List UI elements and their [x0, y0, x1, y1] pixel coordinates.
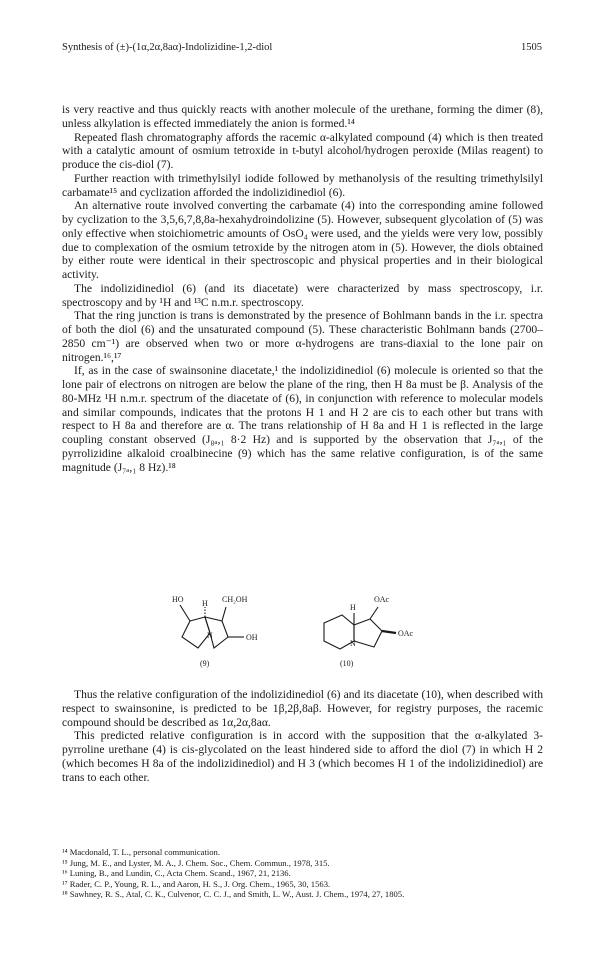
compound-number-10: (10): [340, 659, 354, 668]
label-h: H: [350, 603, 356, 612]
label-oac: OAc: [398, 629, 414, 638]
chemical-structures-figure: [160, 593, 460, 673]
label-n: N: [350, 639, 356, 648]
paragraph: Further reaction with trimethylsilyl iodide followed by methanolysis of the resulting trimethylsilyl carbamate¹⁵ and cyclization afforded the indolizidinediol (6).: [62, 171, 543, 199]
label-ho: HO: [172, 595, 184, 604]
footnote: ¹⁶ Luning, B., and Lundin, C., Acta Chem. Scand., 1967, 21, 2136.: [62, 868, 291, 879]
paragraph: If, as in the case of swainsonine diacetate,¹ the indolizidinediol (6) molecule is oriented so that the lone pair of electrons on nitrogen are below the plane of the ring, then H 8a must be β. Analysis of the 80-MHz ¹H n.m.r. spectrum of the diacetate of (6), in conjunction with reference to molecular models and similar compounds, indicates that the protons H 1 and H 2 are cis to each other but trans with respect to H 8a and therefore are α. The trans relationship of H 8a and H 1 is reflected in the large coupling constant observed (J₈ₐ,₁ 8·2 Hz) and is supported by the observation that J₇ₐ,₁ of the pyrrolizidine alkaloid croalbinecine (9) which has the same relative configuration, is of the same magnitude (J₇ₐ,₁ 8 Hz).¹⁸: [62, 364, 543, 474]
paragraph: That the ring junction is trans is demonstrated by the presence of Bohlmann bands in the i.r. spectra of both the diol (6) and the unsaturated compound (5). These characteristic Bohlmann bands (2700–2850 cm⁻¹) are observed when two or more α-hydrogens are trans-diaxial to the lone pair on nitrogen.¹⁶,¹⁷: [62, 309, 543, 364]
label-h: H: [202, 599, 208, 608]
paragraph: This predicted relative configuration is in accord with the supposition that the α-alkylated 3-pyrroline urethane (4) is cis-glycolated on the least hindered side to afford the diol (7) in which H 2 (which becomes H 8a of the indolizidinediol) and H 3 (which becomes H 1 of the indolizidinediol) are trans to each other.: [62, 729, 543, 784]
paragraph: is very reactive and thus quickly reacts with another molecule of the urethane, forming the dimer (8), unless alkylation is effected immediately the anion is formed.¹⁴: [62, 103, 543, 130]
body-text-continued: [62, 688, 543, 784]
running-header: [62, 42, 542, 56]
label-oac: OAc: [374, 595, 390, 604]
paragraph: The indolizidinediol (6) (and its diacetate) were characterized by mass spectroscopy, i.r. spectroscopy and by ¹H and ¹³C n.m.r. spectroscopy.: [62, 281, 543, 309]
running-title: Synthesis of (±)-(1α,2α,8aα)-Indolizidine-1,2-diol: [62, 42, 273, 53]
pyrrolidine-ring-left: [182, 617, 210, 648]
footnotes: [62, 847, 543, 900]
compound-number-9: (9): [200, 659, 210, 668]
label-oh: OH: [246, 633, 258, 642]
footnote: ¹⁸ Sawhney, R. S., Atal, C. K., Culvenor, C. C. J., and Smith, L. W., Aust. J. Chem., 1974, 27, 1805.: [62, 889, 405, 900]
paragraph: Repeated flash chromatography affords the racemic α-alkylated compound (4) which is then treated with a catalytic amount of osmium tetroxide in t-butyl alcohol/hydrogen peroxide (Milas reagent) to produce the cis-diol (7).: [62, 130, 543, 171]
footnote: ¹⁵ Jung, M. E., and Lyster, M. A., J. Chem. Soc., Chem. Commun., 1978, 315.: [62, 857, 330, 868]
footnote: ¹⁷ Rader, C. P., Young, R. L., and Aaron, H. S., J. Org. Chem., 1965, 30, 1563.: [62, 878, 331, 889]
paragraph: Thus the relative configuration of the indolizidinediol (6) and its diacetate (10), when described with respect to swainsonine, is predicted to be 1β,2β,8aβ. However, for registry purposes, the racemic compound should be described as 1α,2α,8aα.: [62, 688, 543, 729]
pyrrolidine-ring: [354, 619, 382, 647]
body-text: [62, 103, 543, 474]
label-n: N: [207, 631, 213, 640]
page-number: 1505: [521, 42, 542, 53]
footnote: ¹⁴ Macdonald, T. L., personal communication.: [62, 847, 220, 857]
paragraph: An alternative route involved converting the carbamate (4) into the corresponding amine followed by cyclization to the 3,5,6,7,8,8a-hexahydroindolizine (5). However, subsequent glycolation of (5) was only effective when stoichiometric amounts of OsO₄ were used, and the yields were very low, possibly due to complexation of the osmium tetroxide by the nitrogen atom in (5). However, the diols obtained by either route were identical in their spectroscopic and physical properties and in their biological activity.: [62, 199, 543, 281]
label-ch2oh: CH₂OH: [222, 595, 248, 604]
